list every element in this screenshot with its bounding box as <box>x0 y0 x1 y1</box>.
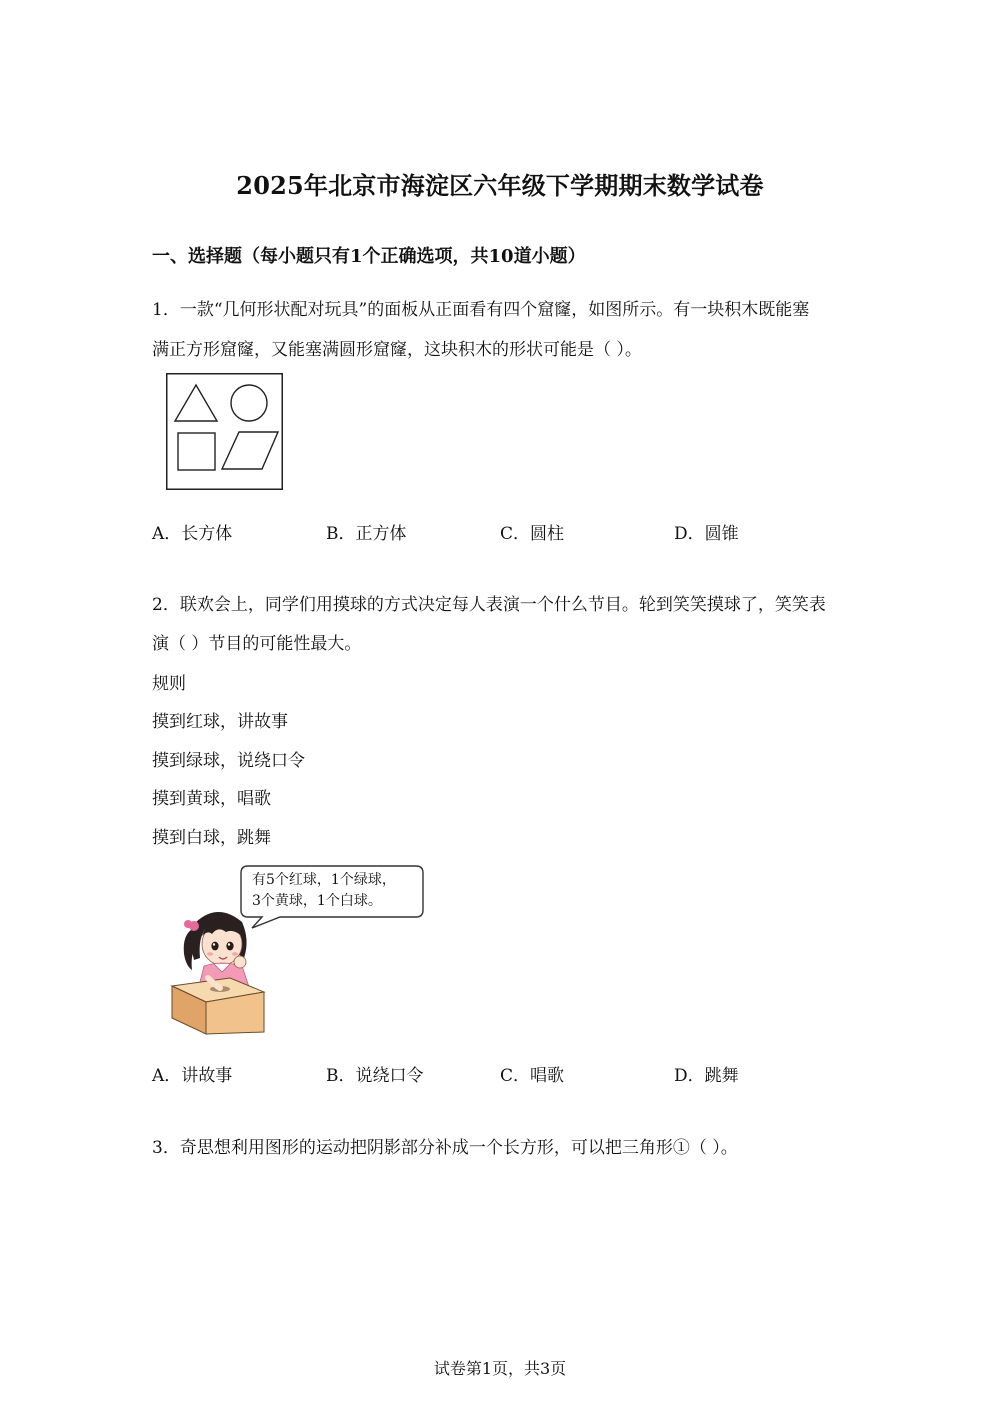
rule-green-ball: 摸到绿球，说绕口令 <box>152 751 305 771</box>
section-heading: 一、选择题（每小题只有1个正确选项，共10道小题） <box>152 246 586 267</box>
square-hole <box>178 433 215 470</box>
speech-bubble-line-1: 有5个红球，1个绿球， <box>252 872 396 888</box>
q1-option-a: A．长方体 <box>152 524 233 544</box>
question-2-line-2: 演（ ）节目的可能性最大。 <box>152 634 362 654</box>
circle-hole <box>231 385 267 421</box>
q2-option-b: B．说绕口令 <box>326 1066 424 1086</box>
parallelogram-hole <box>222 432 278 469</box>
q1-option-d: D．圆锥 <box>674 524 739 544</box>
rule-white-ball: 摸到白球，跳舞 <box>152 828 271 848</box>
speech-bubble-line-2: 3个黄球，1个白球。 <box>252 893 382 909</box>
question-1-line-2: 满正方形窟窿，又能塞满圆形窟窿，这块积木的形状可能是（ ）。 <box>152 340 642 360</box>
shape-panel-figure <box>166 373 284 491</box>
rule-yellow-ball: 摸到黄球，唱歌 <box>152 789 271 809</box>
triangle-hole <box>175 385 217 421</box>
q2-option-d: D．跳舞 <box>674 1066 739 1086</box>
q2-option-c: C．唱歌 <box>500 1066 565 1086</box>
q1-option-c: C．圆柱 <box>500 524 565 544</box>
question-1-line-1: 1．一款“几何形状配对玩具”的面板从正面看有四个窟窿，如图所示。有一块积木既能塞 <box>152 300 810 320</box>
q1-option-b: B．正方体 <box>326 524 407 544</box>
page-footer: 试卷第1页，共3页 <box>433 1359 567 1378</box>
question-3-line-1: 3．奇思想利用图形的运动把阴影部分补成一个长方形，可以把三角形①（ ）。 <box>152 1138 738 1158</box>
q2-option-a: A．讲故事 <box>152 1066 233 1086</box>
page-title: 2025年北京市海淀区六年级下学期期末数学试卷 <box>236 171 764 200</box>
question-2-line-1: 2．联欢会上，同学们用摸球的方式决定每人表演一个什么节目。轮到笑笑摸球了，笑笑表 <box>152 595 826 615</box>
rules-heading: 规则 <box>152 674 186 694</box>
rule-red-ball: 摸到红球，讲故事 <box>152 712 288 732</box>
